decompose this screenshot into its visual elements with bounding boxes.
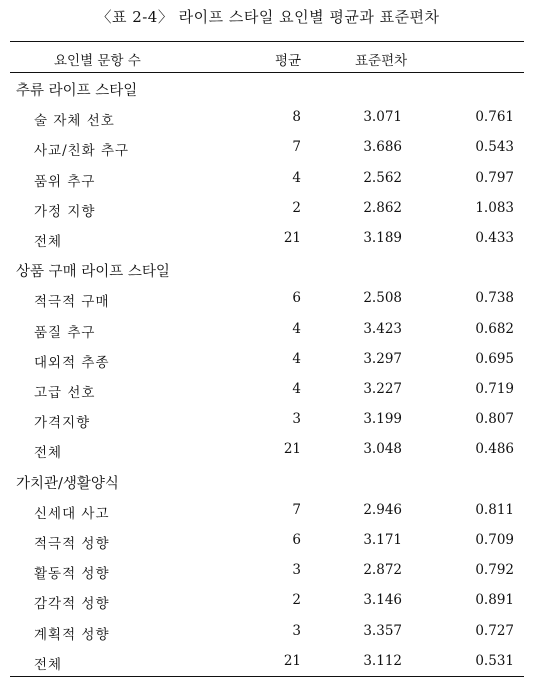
section-title: 가치관/생활양식 xyxy=(16,475,119,492)
row-label: 감각적 성향 xyxy=(34,596,110,613)
row-item-count: 2 xyxy=(292,199,301,216)
row-mean: 3.227 xyxy=(363,381,402,397)
table-row xyxy=(10,351,524,381)
row-label: 사교/친화 추구 xyxy=(34,143,130,160)
row-label: 전체 xyxy=(34,234,63,250)
row-label: 전체 xyxy=(34,445,63,462)
section-row xyxy=(10,260,524,290)
table-row xyxy=(10,623,524,653)
row-label: 대외적 추종 xyxy=(34,354,110,371)
row-sd: 0.433 xyxy=(475,230,514,246)
row-mean: 3.189 xyxy=(363,230,402,246)
row-mean: 3.071 xyxy=(363,109,402,126)
row-sd: 0.807 xyxy=(475,411,514,428)
row-sd: 0.792 xyxy=(475,562,514,579)
row-sd: 0.738 xyxy=(475,290,514,307)
table-row xyxy=(10,441,524,471)
row-mean: 3.112 xyxy=(363,652,402,669)
table-row xyxy=(10,109,524,139)
table-row xyxy=(10,170,524,200)
row-label: 신세대 사고 xyxy=(34,505,110,522)
row-mean: 2.562 xyxy=(363,169,402,186)
table-row xyxy=(10,290,524,320)
row-item-count: 4 xyxy=(292,381,301,397)
table-row xyxy=(10,562,524,592)
row-label: 계획적 성향 xyxy=(34,626,110,643)
row-mean: 2.508 xyxy=(363,290,402,307)
row-item-count: 21 xyxy=(283,441,301,458)
row-item-count: 7 xyxy=(292,501,301,518)
row-label: 품질 추구 xyxy=(34,324,96,341)
row-label: 적극적 성향 xyxy=(34,536,110,552)
header-sd: 표준편차 xyxy=(355,53,408,69)
row-sd: 1.083 xyxy=(475,199,514,216)
row-sd: 0.543 xyxy=(475,139,514,156)
row-mean: 3.199 xyxy=(363,411,402,428)
row-item-count: 4 xyxy=(292,320,301,337)
row-item-count: 21 xyxy=(283,652,301,669)
table-row xyxy=(10,230,524,260)
row-sd: 0.709 xyxy=(475,532,514,548)
table-row xyxy=(10,139,524,169)
row-mean: 2.862 xyxy=(363,199,402,216)
row-sd: 0.695 xyxy=(475,350,514,367)
row-sd: 0.719 xyxy=(475,381,514,397)
section-title: 추류 라이프 스타일 xyxy=(16,83,138,99)
row-sd: 0.811 xyxy=(475,501,514,518)
row-item-count: 6 xyxy=(292,532,301,548)
row-label: 가격지향 xyxy=(34,415,91,432)
table-caption: 〈표 2-4〉 라이프 스타일 요인별 평균과 표준편차 xyxy=(96,8,440,26)
row-item-count: 3 xyxy=(292,622,301,639)
header-mean: 평균 xyxy=(275,53,302,69)
row-label: 술 자체 선호 xyxy=(34,113,115,130)
row-label: 적극적 구매 xyxy=(34,294,110,311)
row-sd: 0.486 xyxy=(475,441,514,458)
section-row xyxy=(10,472,524,502)
section-row xyxy=(10,79,524,109)
row-label: 고급 선호 xyxy=(34,385,96,401)
row-sd: 0.797 xyxy=(475,169,514,186)
row-item-count: 6 xyxy=(292,290,301,307)
table-row xyxy=(10,411,524,441)
row-label: 품위 추구 xyxy=(34,173,96,190)
table-header xyxy=(10,42,524,73)
row-mean: 2.872 xyxy=(363,562,402,579)
row-item-count: 2 xyxy=(292,592,301,609)
row-mean: 3.171 xyxy=(363,532,402,548)
row-sd: 0.682 xyxy=(475,320,514,337)
table-row xyxy=(10,653,524,683)
table-row xyxy=(10,532,524,562)
table-row xyxy=(10,592,524,622)
row-item-count: 4 xyxy=(292,169,301,186)
table-row xyxy=(10,381,524,411)
row-sd: 0.531 xyxy=(475,652,514,669)
row-mean: 3.048 xyxy=(363,441,402,458)
table-row xyxy=(10,200,524,230)
row-item-count: 21 xyxy=(283,230,301,246)
row-label: 전체 xyxy=(34,656,63,673)
section-title: 상품 구매 라이프 스타일 xyxy=(16,264,170,281)
table-row xyxy=(10,502,524,532)
row-label: 가정 지향 xyxy=(34,203,96,220)
row-item-count: 3 xyxy=(292,562,301,579)
row-mean: 2.946 xyxy=(363,501,402,518)
row-item-count: 4 xyxy=(292,350,301,367)
table-row xyxy=(10,321,524,351)
row-item-count: 7 xyxy=(292,139,301,156)
row-sd: 0.761 xyxy=(475,109,514,126)
row-mean: 3.146 xyxy=(363,592,402,609)
row-mean: 3.423 xyxy=(363,320,402,337)
row-sd: 0.891 xyxy=(475,592,514,609)
stats-table xyxy=(10,41,524,677)
row-item-count: 8 xyxy=(292,109,301,126)
row-label: 활동적 성향 xyxy=(34,566,110,583)
row-sd: 0.727 xyxy=(475,622,514,639)
header-items: 요인별 문항 수 xyxy=(54,53,141,69)
row-item-count: 3 xyxy=(292,411,301,428)
row-mean: 3.297 xyxy=(363,350,402,367)
row-mean: 3.357 xyxy=(363,622,402,639)
row-mean: 3.686 xyxy=(363,139,402,156)
